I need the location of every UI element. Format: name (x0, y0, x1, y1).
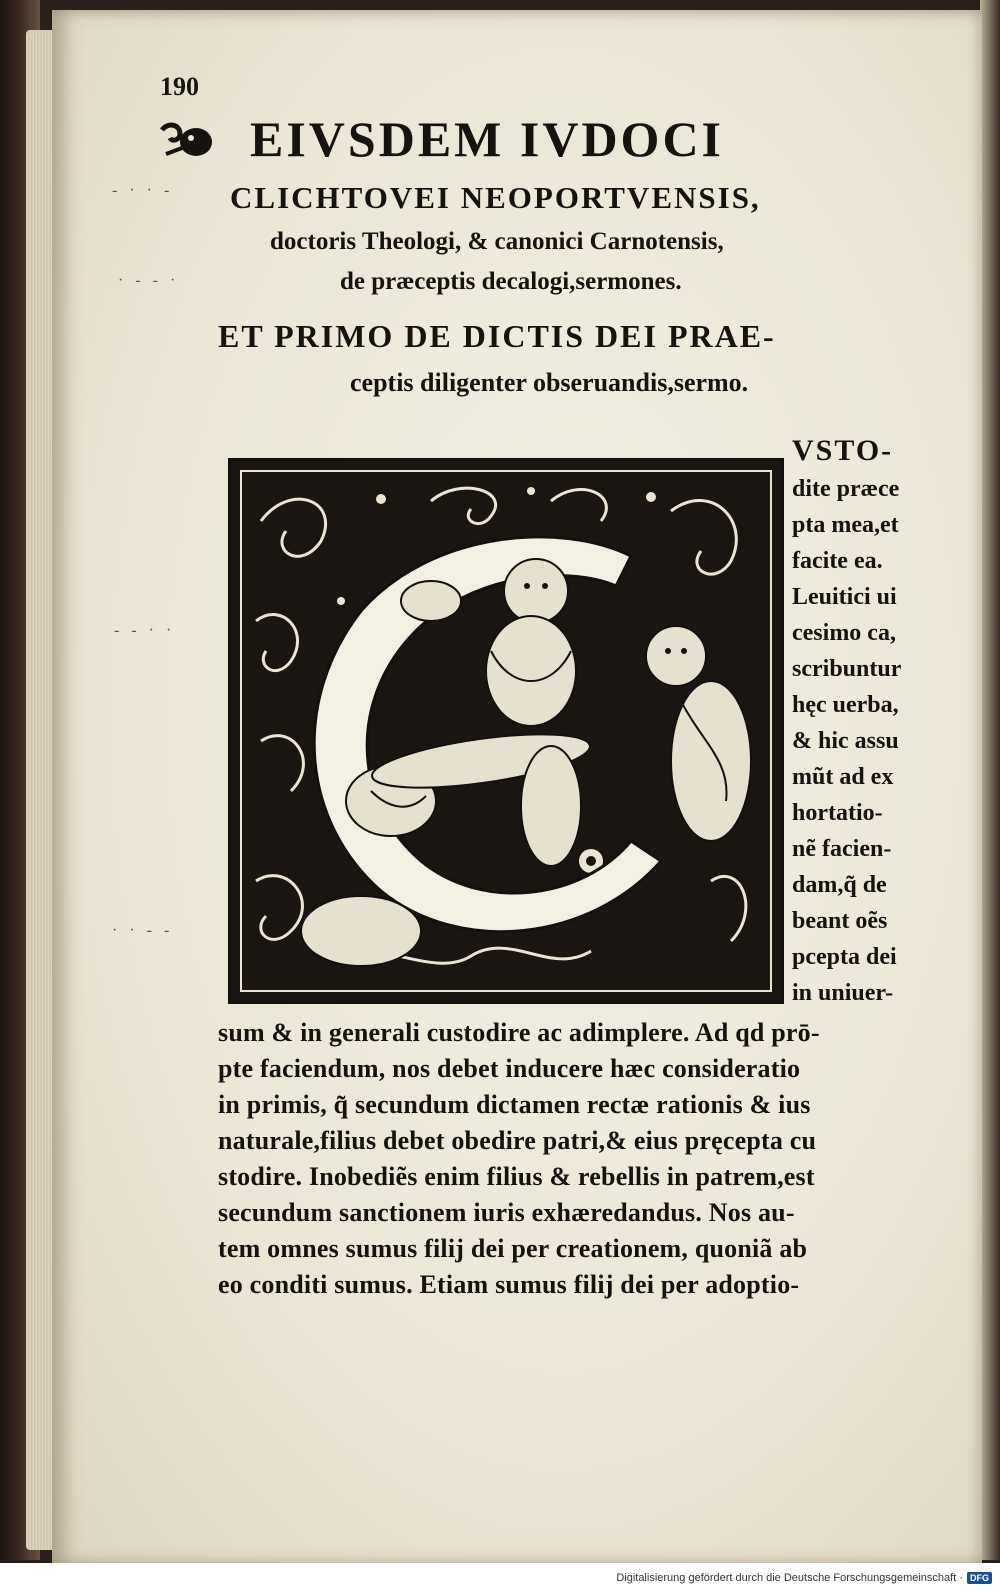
dfg-logo-icon: DFG (967, 1572, 992, 1584)
side-text-line: hortatio- (792, 800, 883, 826)
page-number: 190 (160, 72, 199, 101)
side-text-line: Leuitici ui (792, 584, 897, 610)
body-text-line: secundum sanctionem iuris exhæredandus. Nos au- (218, 1198, 795, 1227)
side-text-line: pcepta dei (792, 944, 897, 970)
section-heading-line-2: ceptis diligenter obseruandis,sermo. (350, 368, 749, 397)
digitization-footer (0, 1563, 1000, 1593)
body-text-line: eo conditi sumus. Etiam sumus filij dei per adoptio- (218, 1270, 800, 1299)
section-heading-line-1: ET PRIMO DE DICTIS DEI PRAE- (218, 318, 776, 354)
page-edge-stack (26, 30, 54, 1550)
fleuron-ornament-icon (158, 118, 218, 162)
margin-mark: · ‐ ‐ · (118, 272, 180, 289)
body-text-line: stodire. Inobediẽs enim filius & rebellis in patrem,est (218, 1162, 815, 1191)
side-text-line: cesimo ca, (792, 620, 896, 646)
title-line-1: EIVSDEM IVDOCI (250, 111, 725, 167)
side-text-line: hęc uerba, (792, 692, 899, 718)
decorated-initial-woodcut (228, 458, 784, 1004)
side-text-line: mũt ad ex (792, 764, 894, 790)
side-text-line: pta mea,et (792, 512, 899, 538)
margin-mark: · · ‐ ‐ (112, 922, 174, 939)
title-line-3: doctoris Theologi, & canonici Carnotensis, (270, 228, 724, 255)
body-text-line: pte faciendum, nos debet inducere hæc consideratio (218, 1054, 801, 1083)
side-text-line: nẽ facien- (792, 836, 892, 862)
side-text-line: dite præce (792, 476, 900, 502)
woodcut-illustration (231, 461, 781, 1001)
side-text-line: VSTO- (792, 434, 894, 467)
side-text-line: scribuntur (792, 656, 902, 682)
body-text-line: naturale,filius debet obedire patri,& eius pręcepta cu (218, 1126, 817, 1155)
body-text-line: in primis, q̃ secundum dictamen rectæ rationis & ius (218, 1090, 811, 1119)
body-text-line: tem omnes sumus filij dei per creationem, quoniã ab (218, 1234, 808, 1263)
margin-mark: ‐ · · ‐ (112, 182, 174, 199)
book-edge-right (980, 0, 1000, 1560)
side-text-line: dam,q̃ de (792, 872, 887, 898)
side-text-line: in uniuer- (792, 980, 894, 1006)
title-line-2: CLICHTOVEI NEOPORTVENSIS, (230, 180, 761, 215)
body-text-line: sum & in generali custodire ac adimplere. Ad qd prō- (218, 1018, 820, 1047)
side-text-line: & hic assu (792, 728, 899, 754)
side-text-line: beant oẽs (792, 908, 888, 934)
side-text-line: facite ea. (792, 548, 883, 574)
margin-mark: ‐ ‐ · · (114, 622, 176, 639)
footer-credit-text: Digitalisierung gefördert durch die Deutsche Forschungsgemeinschaft · (616, 1572, 963, 1584)
title-line-4: de præceptis decalogi,sermones. (340, 268, 682, 295)
